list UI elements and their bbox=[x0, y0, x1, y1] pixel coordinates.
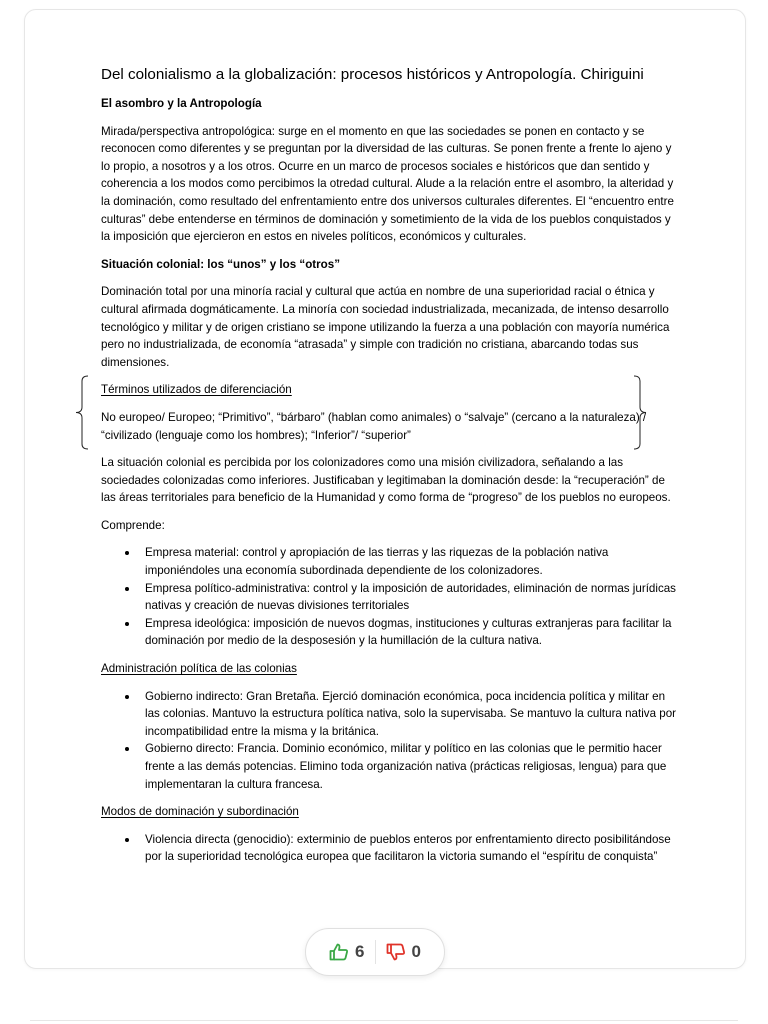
terms-heading: Términos utilizados de diferenciación bbox=[101, 383, 292, 397]
vote-bar bbox=[305, 928, 445, 976]
comprende-label: Comprende: bbox=[101, 518, 165, 532]
document-page bbox=[101, 64, 681, 876]
dislike-count: 0 bbox=[411, 942, 421, 961]
thumbs-up-icon bbox=[329, 943, 349, 961]
list-item: Empresa ideológica: imposición de nuevos dogmas, instituciones y culturas extranjeras para facilitar la dominación por medio de la desposesión y la humillación de la cultura nativa. bbox=[145, 615, 681, 650]
modos-heading: Modos de dominación y subordinación bbox=[101, 805, 299, 819]
left-brace-icon bbox=[75, 375, 89, 450]
like-count: 6 bbox=[355, 942, 365, 961]
section-heading-situacion-colonial: Situación colonial: los “unos” y los “otros” bbox=[101, 257, 340, 271]
admin-heading: Administración política de las colonias bbox=[101, 662, 297, 676]
comprende-list bbox=[101, 544, 681, 650]
thumbs-down-icon bbox=[386, 943, 406, 961]
terms-bracket-block bbox=[101, 381, 681, 444]
dislike-button[interactable] bbox=[376, 942, 431, 962]
paragraph-terms: No europeo/ Europeo; “Primitivo”, “bárbaro” (hablan como animales) o “salvaje” (cercano a la naturaleza) / “civilizado (lenguaje como los hombres); “Inferior”/ “superior” bbox=[101, 410, 647, 442]
paragraph-mision-civilizadora: La situación colonial es percibida por los colonizadores como una misión civilizadora, señalando a las sociedades colonizadas como inferiores. Justificaban y legitimaban la dominación desde: la “recuperación” de las áreas territoriales para beneficio de la Humanidad y como forma de “progreso” de los pueblos no europeos. bbox=[101, 456, 671, 505]
list-item: Empresa político-administrativa: control y la imposición de autoridades, eliminación de normas jurídicas nativas y creación de nuevas divisiones territoriales bbox=[145, 580, 681, 615]
paragraph-dominacion: Dominación total por una minoría racial y cultural que actúa en nombre de una superioridad racial o étnica y cultural afirmada dogmáticamente. La minoría con sociedad industrializada, mecanizada, de intenso desarrollo tecnológico y militar y de origen cristiano se impone utilizando la fuerza a una población con mayoría numérica pero no industrializada, de economía “atrasada” y simple con tradición no cristiana, abarcando todas sus dimensiones. bbox=[101, 285, 670, 369]
paragraph-mirada: Mirada/perspectiva antropológica: surge en el momento en que las sociedades se ponen en contacto y se reconocen como diferentes y se preguntan por la diversidad de las culturas. Se ponen frente a frente lo ajeno y lo propio, a nosotros y a los otros. Ocurre en un marco de procesos sociales e históricos que dan sentido y coherencia a los modos como percibimos la otredad cultural. Alude a la relación entre el asombro, la alteridad y la dominación, como resultado del enfrentamiento entre dos universos culturales diferentes. El “encuentro entre culturas” debe entenderse en términos de dominación y sometimiento de la vida de los pueblos conquistados y la imposición que ejercieron en estos en niveles políticos, económicos y culturales. bbox=[101, 124, 674, 244]
like-button[interactable] bbox=[319, 942, 374, 962]
list-item: Gobierno indirecto: Gran Bretaña. Ejerció dominación económica, poca incidencia política y militar en las colonias. Mantuvo la estructura política nativa, solo la supervisaba. Se mantuvo la cultura nativa por incompatibilidad entre la misma y la británica. bbox=[145, 688, 681, 741]
modos-list bbox=[101, 831, 681, 866]
section-heading-asombro: El asombro y la Antropología bbox=[101, 97, 262, 110]
right-brace-icon bbox=[633, 375, 647, 450]
list-item: Gobierno directo: Francia. Dominio económico, militar y político en las colonias que le permitio hacer frente a las demás potencias. Elimino toda organización nativa (prácticas religiosas, lengua) para que implementaran la cultura francesa. bbox=[145, 740, 681, 793]
admin-list bbox=[101, 688, 681, 794]
list-item: Empresa material: control y apropiación de las tierras y las riquezas de la población nativa imponiéndoles una economía subordinada dependiente de los colonizadores. bbox=[145, 544, 681, 579]
list-item: Violencia directa (genocidio): exterminio de pueblos enteros por enfrentamiento directo posibilitándose por la superioridad tecnológica europea que facilitaron la victoria sumando el “espíritu de conquista” bbox=[145, 831, 681, 866]
document-title: Del colonialismo a la globalización: procesos históricos y Antropología. Chiriguini bbox=[101, 66, 644, 83]
footer-divider bbox=[30, 1020, 738, 1021]
